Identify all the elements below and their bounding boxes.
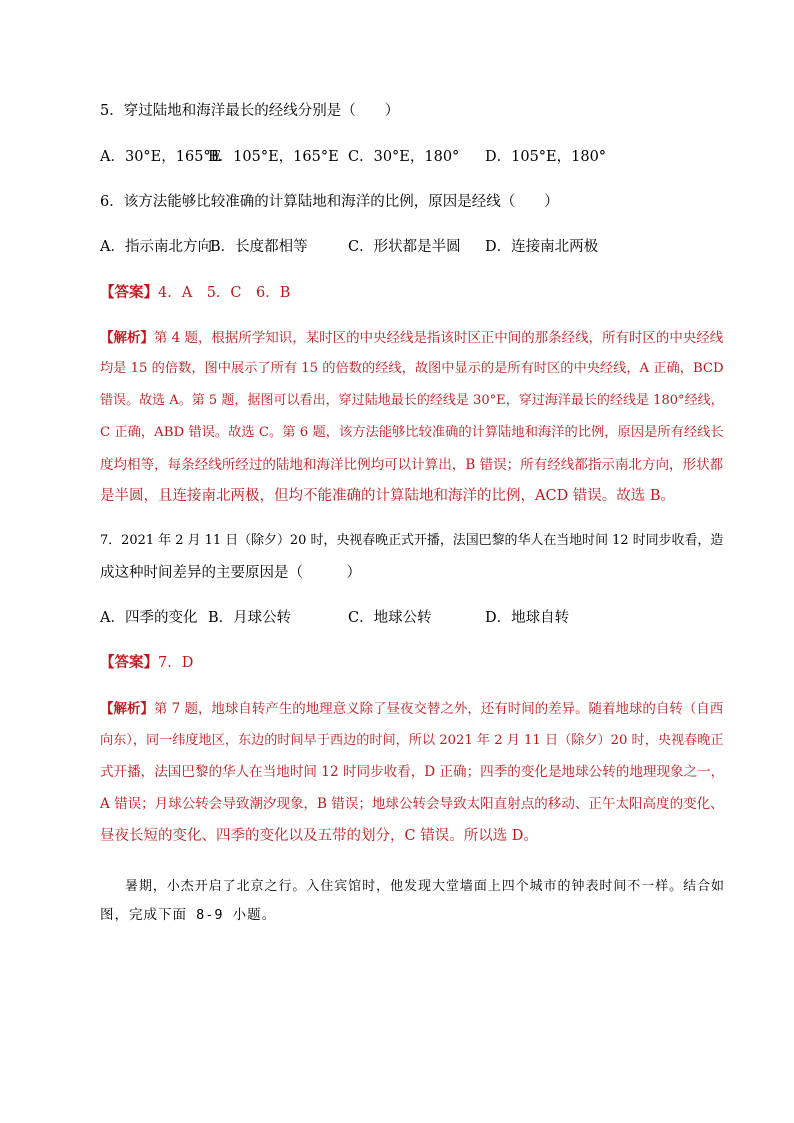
intro-line: 图，完成下面 8-9 小题。 bbox=[100, 907, 277, 923]
analysis-line: 均是 15 的倍数，图中展示了所有 15 的倍数的经线，故图中显示的是所有时区的中央经线，A 正确，BCD bbox=[100, 361, 724, 376]
q5-option-d: D．105°E，180° bbox=[485, 149, 607, 165]
q7-option-b: B．月球公转 bbox=[208, 610, 292, 626]
answer-text: 7．D bbox=[158, 655, 194, 671]
answer-block-1 bbox=[100, 283, 290, 303]
q5-option-b: B．105°E，165°E bbox=[208, 149, 339, 165]
q7-option-a: A．四季的变化 bbox=[100, 610, 198, 626]
answer-text: 4．A 5．C 6．B bbox=[158, 285, 291, 301]
q6-stem: 6．该方法能够比较准确的计算陆地和海洋的比例，原因是经线（ ） bbox=[100, 194, 559, 210]
analysis-line: 错误。故选 A。第 5 题，据图可以看出，穿过陆地最长的经线是 30°E，穿过海洋最长的经线是 180°经线， bbox=[100, 393, 724, 408]
q6-option-c: C．形状都是半圆 bbox=[348, 239, 461, 255]
analysis-line: 是半圆，且连接南北两极，但均不能准确的计算陆地和海洋的比例，ACD 错误。故选 B。 bbox=[100, 488, 676, 504]
q7-stem-line1: 7．2021 年 2 月 11 日（除夕）20 时，央视春晚正式开播，法国巴黎的华人在当地时间 12 时同步收看，造 bbox=[100, 533, 724, 548]
analysis-line: C 正确，ABD 错误。故选 C。第 6 题，该方法能够比较准确的计算陆地和海洋的比例，原因是所有经线长 bbox=[100, 425, 724, 440]
analysis-tag: 【解析】 bbox=[100, 701, 154, 717]
answer-block-2 bbox=[100, 653, 193, 673]
analysis-line: 式开播，法国巴黎的华人在当地时间 12 时同步收看，D 正确；四季的变化是地球公转的地理现象之一， bbox=[100, 764, 725, 780]
analysis-tag: 【解析】 bbox=[100, 330, 154, 346]
q7-stem-line2: 成这种时间差异的主要原因是（ ） bbox=[100, 565, 361, 581]
q5-option-a: A．30°E，165°E bbox=[100, 149, 222, 165]
answer-tag: 【答案】 bbox=[100, 284, 158, 301]
q6-option-b: B．长度都相等 bbox=[210, 239, 308, 255]
answer-tag: 【答案】 bbox=[100, 654, 158, 671]
intro-line: 暑期，小杰开启了北京之行。入住宾馆时，他发现大堂墙面上四个城市的钟表时间不一样。结合如 bbox=[125, 879, 725, 894]
q5-stem: 5．穿过陆地和海洋最长的经线分别是（ ） bbox=[100, 103, 400, 119]
q6-option-a: A．指示南北方向 bbox=[100, 239, 212, 255]
analysis-line: 度均相等，每条经线所经过的陆地和海洋比例均可以计算出，B 错误；所有经线都指示南北方向，形状都 bbox=[100, 457, 724, 473]
analysis-line: 昼夜长短的变化、四季的变化以及五带的划分，C 错误。所以选 D。 bbox=[100, 828, 538, 844]
analysis-line: 向东），同一纬度地区，东边的时间早于西边的时间，所以 2021 年 2 月 11 日（除夕）20 时，央视春晚正 bbox=[100, 733, 724, 748]
q7-option-d: D．地球自转 bbox=[485, 610, 570, 626]
q5-option-c: C．30°E，180° bbox=[348, 149, 460, 165]
analysis-line: 【解析】第 7 题，地球自转产生的地理意义除了昼夜交替之外，还有时间的差异。随着地球的自转（自西 bbox=[100, 701, 724, 717]
analysis-line: 【解析】第 4 题，根据所学知识，某时区的中央经线是指该时区正中间的那条经线，所有时区的中央经线 bbox=[100, 330, 724, 346]
q6-option-d: D．连接南北两极 bbox=[485, 239, 599, 255]
q7-option-c: C．地球公转 bbox=[348, 610, 432, 626]
analysis-line: A 错误；月球公转会导致潮汐现象，B 错误；地球公转会导致太阳直射点的移动、正午太阳高度的变化、 bbox=[100, 796, 724, 812]
